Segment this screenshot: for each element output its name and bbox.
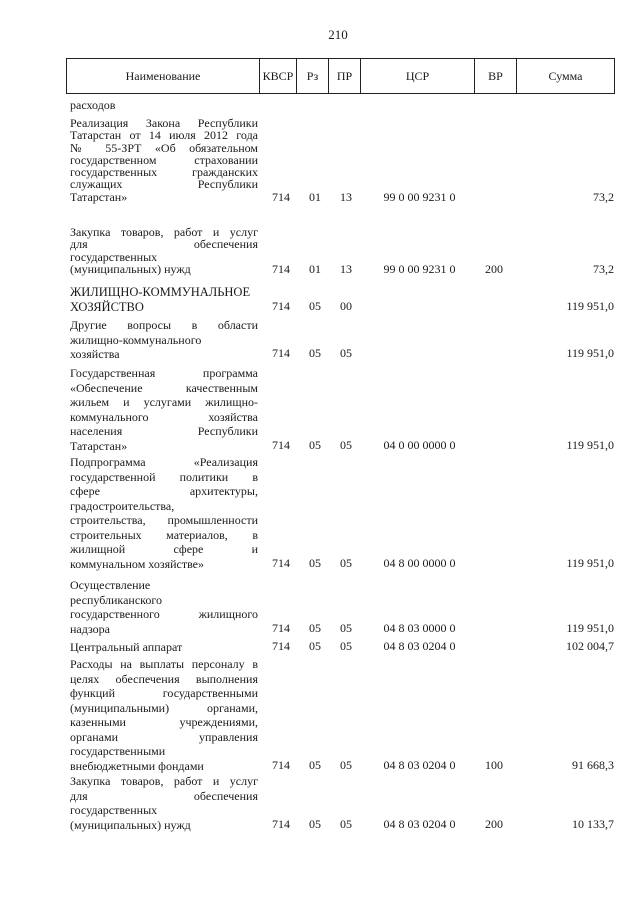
row-pr: 05 <box>340 620 352 635</box>
row-kvsr: 714 <box>272 639 290 653</box>
row-name <box>70 455 258 571</box>
row-kvsr: 714 <box>272 816 290 831</box>
row-pr: 05 <box>340 757 352 772</box>
row-rz: 01 <box>309 261 321 276</box>
row-rz: 05 <box>309 437 321 452</box>
row-kvsr: 714 <box>272 555 290 570</box>
row-name-line: жильем и услугами жилищно- <box>70 395 258 409</box>
row-sum: 102 004,7 <box>566 639 614 653</box>
row-rz: 01 <box>309 189 321 204</box>
row-name-line: «Обеспечение качественным <box>70 380 258 395</box>
row-name-line: ХОЗЯЙСТВО <box>70 299 144 314</box>
row-name-line: Закупка товаров, работ и услуг <box>70 225 258 239</box>
row-sum: 91 668,3 <box>572 757 614 772</box>
row-name-line: республиканского <box>70 592 162 607</box>
row-name-line: жилищно-коммунального <box>70 332 202 347</box>
row-name-line: расходов <box>70 98 116 112</box>
header-pr: ПР <box>329 59 361 93</box>
row-name-line: государственного жилищного <box>70 607 258 621</box>
header-rz: Рз <box>297 59 329 93</box>
row-sum: 119 951,0 <box>566 346 614 360</box>
row-pr: 05 <box>340 346 352 360</box>
row-pr: 13 <box>340 189 352 204</box>
row-name-line: Расходы на выплаты персоналу в <box>70 657 258 671</box>
row-csr: 04 8 03 0204 0 <box>383 757 456 772</box>
row-rz: 05 <box>309 757 321 772</box>
row-name-line: (муниципальных) нужд <box>70 817 191 832</box>
row-rz: 05 <box>309 639 321 653</box>
row-name-line: Реализация Закона Республики <box>70 116 258 130</box>
row-name <box>70 366 258 453</box>
row-name-line: целях обеспечения выполнения <box>70 671 258 686</box>
row-csr: 04 8 00 0000 0 <box>383 555 456 570</box>
row-name-line: жилищной сфере и <box>70 542 258 556</box>
row-name <box>70 117 258 203</box>
row-name-line: казенными учреждениями, <box>70 715 258 729</box>
row-name <box>70 226 258 275</box>
row-pr: 05 <box>340 555 352 570</box>
row-name-line: (муниципальными) органами, <box>70 700 258 715</box>
row-sum: 119 951,0 <box>566 298 614 313</box>
row-name-line: строительных материалов, в <box>70 527 258 542</box>
row-pr: 13 <box>340 261 352 276</box>
row-sum: 73,2 <box>593 261 614 276</box>
row-csr: 99 0 00 9231 0 <box>383 189 456 204</box>
row-pr: 05 <box>340 437 352 452</box>
page-number: 210 <box>328 27 348 42</box>
row-name-line: для обеспечения <box>70 788 258 803</box>
row-name-line: Татарстан» <box>70 189 128 204</box>
row-name-line: (муниципальных) нужд <box>70 261 191 276</box>
row-name-line: государственных <box>70 249 158 264</box>
row-name-line: населения Республики <box>70 424 258 438</box>
row-name-line: органами управления <box>70 729 258 744</box>
row-pr: 00 <box>340 298 352 313</box>
row-name-line: коммунального хозяйства <box>70 409 258 424</box>
row-sum: 10 133,7 <box>572 816 614 831</box>
header-kvsr: КВСР <box>260 59 297 93</box>
row-name-line: Татарстан от 14 июля 2012 года <box>70 128 258 143</box>
row-csr: 04 8 03 0204 0 <box>383 639 456 653</box>
row-name-line: Государственная программа <box>70 366 258 380</box>
row-name <box>70 318 258 362</box>
row-name-line: государственных <box>70 803 158 817</box>
row-kvsr: 714 <box>272 261 290 276</box>
row-name-line: служащих Республики <box>70 177 258 192</box>
header-vr: ВР <box>475 59 517 93</box>
row-name-line: государственных гражданских <box>70 165 258 180</box>
row-name-line: для обеспечения <box>70 237 258 252</box>
row-csr: 04 8 03 0204 0 <box>383 816 456 831</box>
row-name-line: внебюджетными фондами <box>70 758 204 773</box>
table-header <box>66 58 615 94</box>
row-name-line: градостроительства, <box>70 498 175 513</box>
row-sum: 119 951,0 <box>566 437 614 452</box>
row-sum: 119 951,0 <box>566 555 614 570</box>
row-pr: 05 <box>340 816 352 831</box>
row-name-line: государственном страховании <box>70 152 258 167</box>
row-sum: 119 951,0 <box>566 620 614 635</box>
row-name-line: ЖИЛИЩНО-КОММУНАЛЬНОЕ <box>70 285 251 299</box>
row-kvsr: 714 <box>272 620 290 635</box>
row-name-line: коммунальном хозяйстве» <box>70 556 204 571</box>
row-csr: 99 0 00 9231 0 <box>383 261 456 276</box>
header-sum: Сумма <box>548 69 583 83</box>
row-vr: 200 <box>485 816 503 831</box>
row-kvsr: 714 <box>272 346 290 360</box>
row-kvsr: 714 <box>272 757 290 772</box>
row-kvsr: 714 <box>272 189 290 204</box>
row-name <box>70 99 258 111</box>
row-rz: 05 <box>309 555 321 570</box>
row-name-line: государственными <box>70 744 166 758</box>
row-name-line: Татарстан» <box>70 438 128 453</box>
row-kvsr: 714 <box>272 437 290 452</box>
row-rz: 05 <box>309 816 321 831</box>
header-name: Наименование <box>67 59 260 93</box>
row-name <box>70 774 258 832</box>
row-name-line: Центральный аппарат <box>70 640 183 654</box>
row-name <box>70 285 258 314</box>
row-name-line: строительства, промышленности <box>70 513 258 527</box>
row-name <box>70 657 258 773</box>
row-name <box>70 640 258 655</box>
row-name-line: государственной политики в <box>70 469 258 484</box>
row-sum: 73,2 <box>593 189 614 204</box>
row-name-line: Закупка товаров, работ и услуг <box>70 774 258 788</box>
row-kvsr: 714 <box>272 298 290 313</box>
row-name-line: сфере архитектуры, <box>70 484 258 498</box>
row-name-line: Подпрограмма «Реализация <box>70 455 258 469</box>
row-name-line: № 55-ЗРТ «Об обязательном <box>70 140 258 155</box>
row-name-line: функций государственными <box>70 686 258 700</box>
row-rz: 05 <box>309 346 321 360</box>
row-rz: 05 <box>309 620 321 635</box>
header-csr: ЦСР <box>361 59 475 93</box>
row-name-line: Осуществление <box>70 578 151 592</box>
row-name <box>70 578 258 636</box>
row-pr: 05 <box>340 639 352 653</box>
row-vr: 100 <box>485 757 503 772</box>
row-vr: 200 <box>485 261 503 276</box>
row-csr: 04 0 00 0000 0 <box>383 437 456 452</box>
row-csr: 04 8 03 0000 0 <box>383 620 456 635</box>
row-name-line: хозяйства <box>70 347 120 361</box>
row-name-line: надзора <box>70 621 110 636</box>
row-name-line: Другие вопросы в области <box>70 318 258 332</box>
row-rz: 05 <box>309 298 321 313</box>
